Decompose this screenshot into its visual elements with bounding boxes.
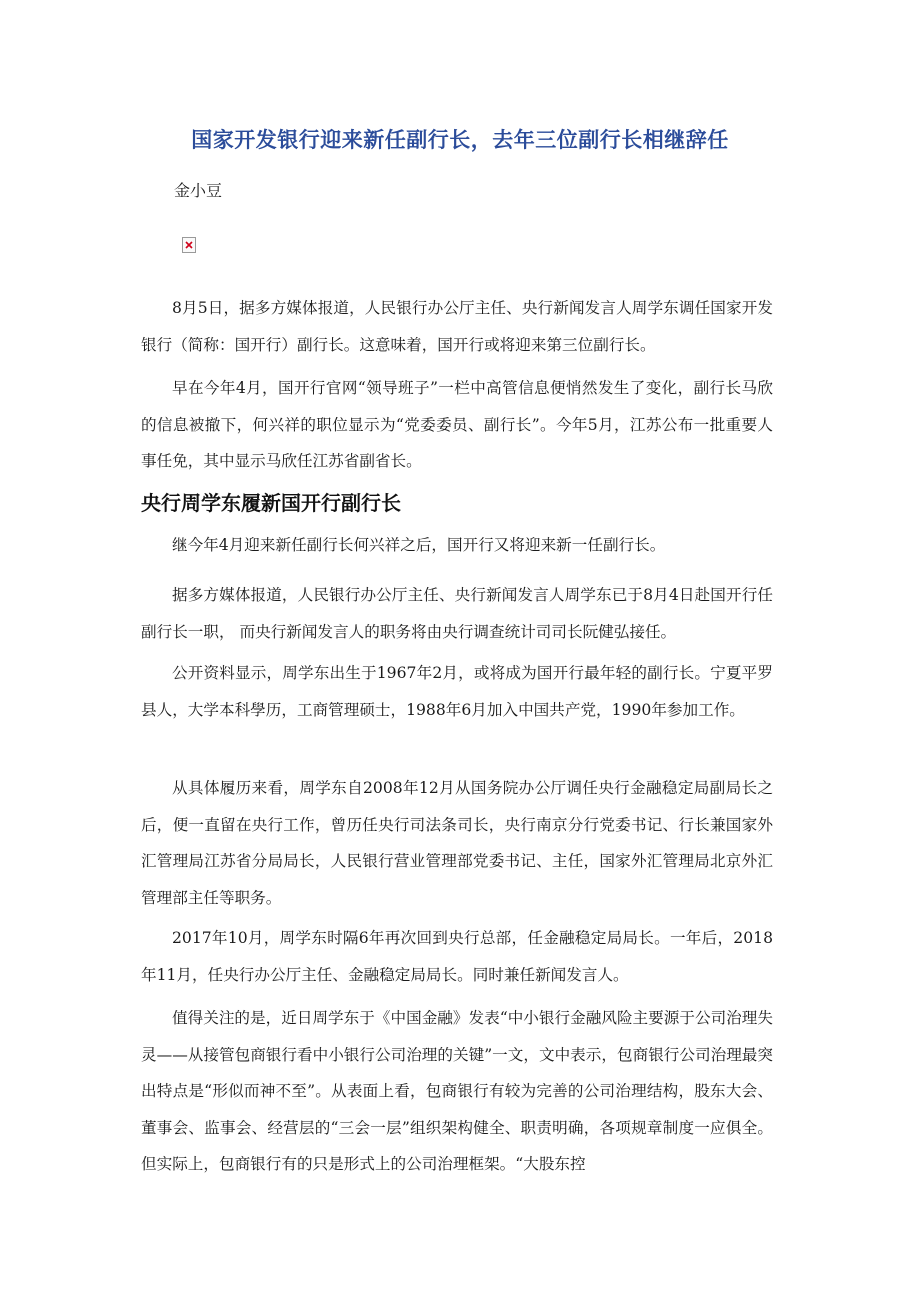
- paragraph-section-2: 据多方媒体报道，人民银行办公厅主任、央行新闻发言人周学东已于8月4日赴国开行任副行长一职， 而央行新闻发言人的职务将由央行调查统计司司长阮健弘接任。: [141, 586, 773, 641]
- close-x-icon: [185, 241, 193, 249]
- paragraph-section-1: 继今年4月迎来新任副行长何兴祥之后，国开行又将迎来新一任副行长。: [172, 536, 666, 554]
- article-title: 国家开发银行迎来新任副行长，去年三位副行长相继辞任: [191, 128, 729, 152]
- article-author: 金小豆: [174, 181, 223, 200]
- paragraph-section-3: 公开资料显示，周学东出生于1967年2月，或将成为国开行最年轻的副行长。宁夏平罗县人，大学本科學历，工商管理硕士，1988年6月加入中国共产党，1990年参加工作。: [141, 664, 773, 719]
- paragraph-section-6: 值得关注的是，近日周学东于《中国金融》发表“中小银行金融风险主要源于公司治理失灵——从接管包商银行看中小银行公司治理的关键”一文，文中表示，包商银行公司治理最突出特点是“形似而神不至”。从表面上看，包商银行有较为完善的公司治理结构，股东大会、董事会、监事会、经营层的“三会一层”组织架构健全、职责明确，各项规章制度一应俱全。但实际上，包商银行有的只是形式上的公司治理框架。“大股东控: [141, 1009, 773, 1173]
- section-heading: 央行周学东履新国开行副行长: [141, 491, 401, 515]
- paragraph-section-5: 2017年10月，周学东时隔6年再次回到央行总部，任金融稳定局局长。一年后，2018年11月，任央行办公厅主任、金融稳定局局长。同时兼任新闻发言人。: [141, 929, 773, 984]
- paragraph-intro-1: 8月5日，据多方媒体报道，人民银行办公厅主任、央行新闻发言人周学东调任国家开发银行（简称：国开行）副行长。这意味着，国开行或将迎来第三位副行长。: [141, 299, 773, 354]
- paragraph-intro-2: 早在今年4月，国开行官网“领导班子”一栏中高管信息便悄然发生了变化，副行长马欣的信息被撤下，何兴祥的职位显示为“党委委员、副行长”。今年5月，江苏公布一批重要人事任免，其中显示马欣任江苏省副省长。: [141, 379, 773, 470]
- paragraph-section-4: 从具体履历来看，周学东自2008年12月从国务院办公厅调任央行金融稳定局副局长之后，便一直留在央行工作，曾历任央行司法条司长，央行南京分行党委书记、行长兼国家外汇管理局江苏省分局局长，人民银行营业管理部党委书记、主任，国家外汇管理局北京外汇管理部主任等职务。: [141, 779, 773, 907]
- broken-image-icon: [182, 237, 196, 253]
